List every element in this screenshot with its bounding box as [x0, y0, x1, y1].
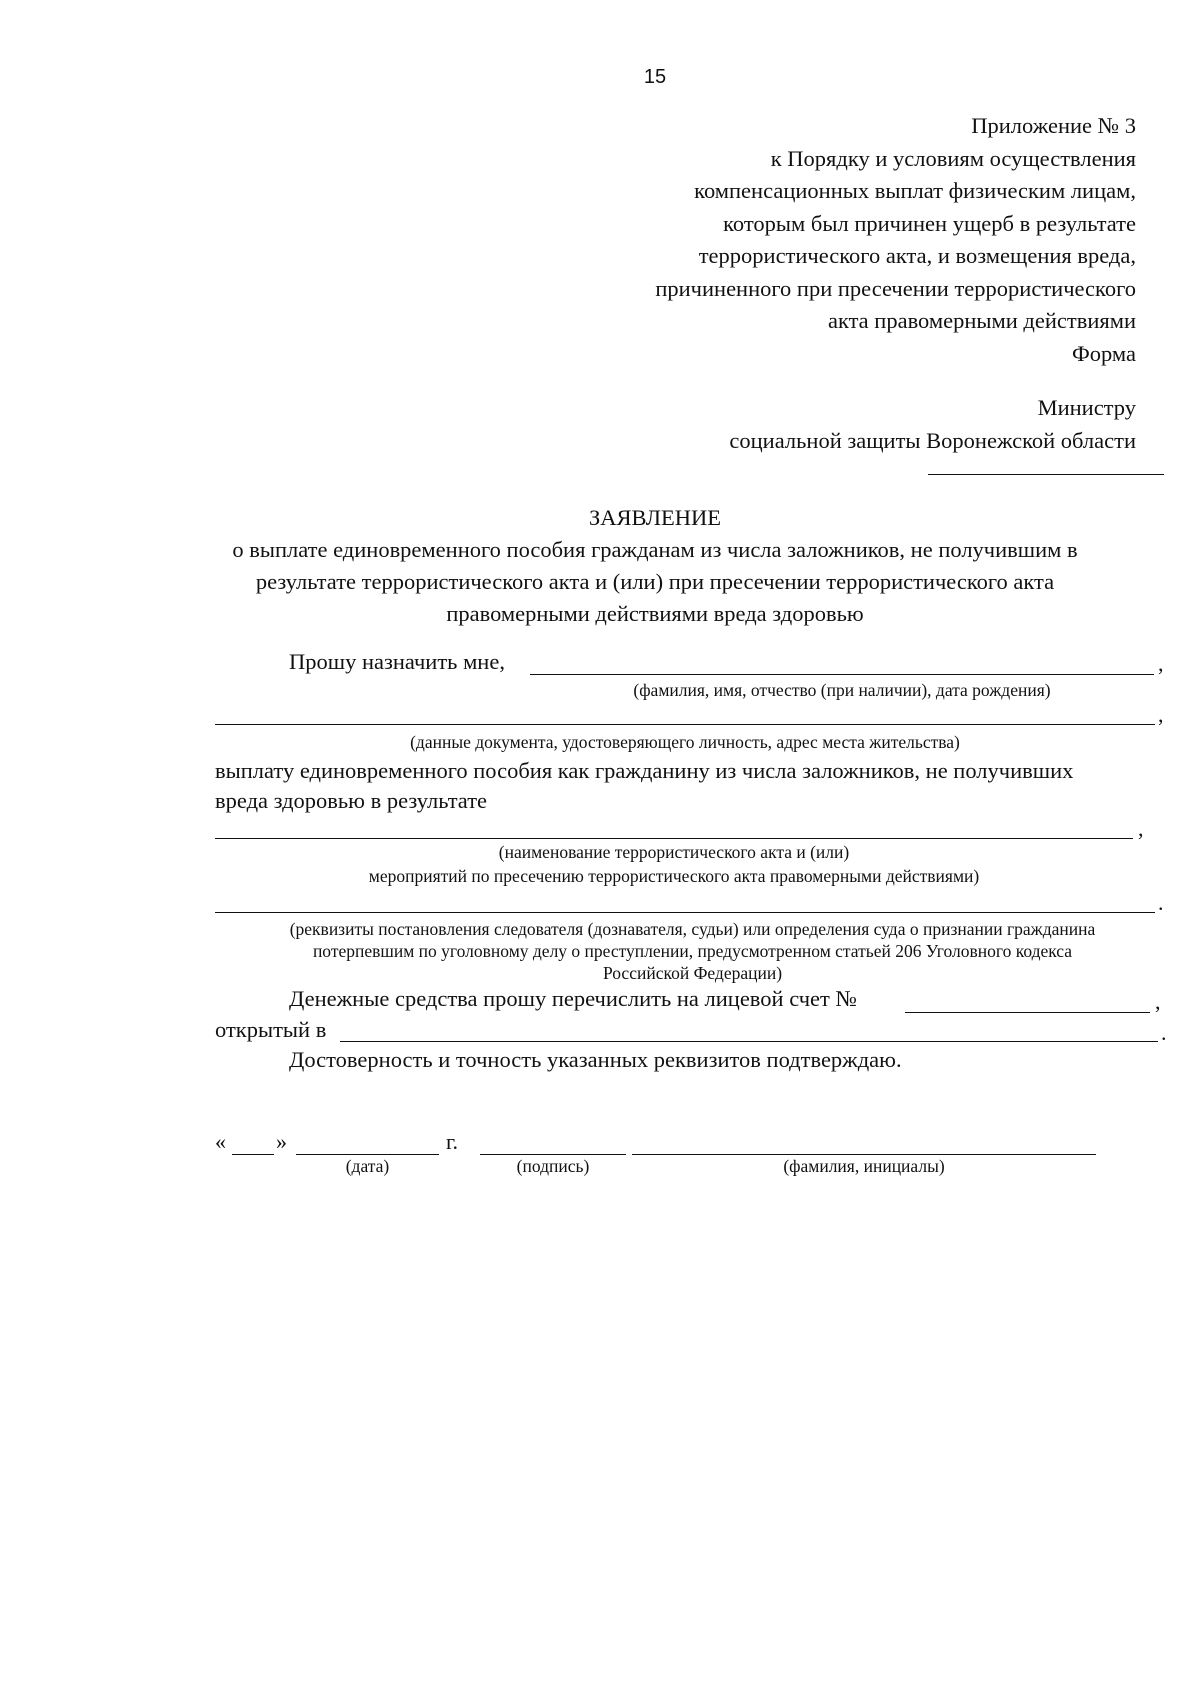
comma: , [1155, 989, 1161, 1014]
quote-close: » [276, 1129, 287, 1154]
quote-open: « [215, 1129, 226, 1154]
bank-field-line[interactable] [340, 1041, 1158, 1042]
appendix-line: Приложение № 3 [971, 113, 1136, 138]
page-number: 15 [643, 66, 667, 88]
comma: , [1138, 816, 1144, 841]
comma: , [1158, 702, 1164, 727]
fio-field-line[interactable] [530, 674, 1154, 675]
subtitle-line: результате террористического акта и (или) при пресечении террористического акта [255, 569, 1055, 594]
subtitle-line: о выплате единовременного пособия гражданам из числа заложников, не получившим в [232, 537, 1078, 562]
caption-date: (дата) [345, 1156, 390, 1176]
decree-field-line[interactable] [215, 912, 1155, 913]
request-prefix: Прошу назначить мне, [289, 649, 505, 674]
period: . [1161, 1020, 1167, 1045]
caption-decree [215, 918, 1170, 984]
appendix-line: которым был причинен ущерб в результате [723, 210, 1136, 236]
confirm-text: Достоверность и точность указанных реквизитов подтверждаю. [289, 1047, 902, 1072]
caption-fio: (фамилия, имя, отчество (при наличии), дата рождения) [633, 680, 1051, 700]
caption-name: (фамилия, инициалы) [783, 1156, 945, 1176]
addressee [729, 392, 1136, 457]
document-field-line[interactable] [215, 724, 1155, 725]
caption-document: (данные документа, удостоверяющего личность, адрес места жительства) [410, 732, 960, 752]
appendix-header [655, 110, 1136, 338]
account-prefix: Денежные средства прошу перечислить на лицевой счет № [289, 986, 857, 1011]
caption-decree-line: потерпевшим по уголовному делу о преступлении, предусмотренном статьей 206 Уголовного кодекса [312, 941, 1073, 961]
period: . [1158, 890, 1164, 915]
caption-signature: (подпись) [516, 1156, 590, 1176]
caption-decree-line: (реквизиты постановления следователя (дознавателя, судьи) или определения суда о признании гражданина [289, 919, 1096, 939]
appendix-line: террористического акта, и возмещения вреда, [698, 243, 1136, 268]
addressee-blank-line[interactable] [928, 474, 1164, 475]
account-field-line[interactable] [905, 1012, 1150, 1013]
caption-act: мероприятий по пресечению террористического акта правомерными действиями) [368, 866, 980, 886]
form-label: Форма [1071, 341, 1136, 366]
payment-line: вреда здоровью в результате [215, 788, 488, 813]
document-title: ЗАЯВЛЕНИЕ [589, 505, 721, 530]
comma: , [1158, 651, 1164, 676]
day-field-line[interactable] [232, 1154, 274, 1155]
appendix-line: компенсационных выплат физическим лицам, [694, 178, 1136, 203]
subtitle-line: правомерными действиями вреда здоровью [446, 601, 864, 626]
opened-prefix: открытый в [215, 1017, 327, 1042]
year-suffix: г. [446, 1129, 459, 1154]
payment-line: выплату единовременного пособия как гражданину из числа заложников, не получивших [215, 758, 1074, 783]
appendix-line: акта правомерными действиями [827, 308, 1136, 333]
caption-decree-line: Российской Федерации) [602, 963, 783, 983]
caption-act: (наименование террористического акта и (или) [498, 842, 850, 862]
appendix-line: причиненного при пресечении террористического [655, 275, 1136, 301]
addressee-line: социальной защиты Воронежской области [729, 427, 1136, 453]
title-subtitle [0, 534, 1200, 630]
addressee-line: Министру [1037, 395, 1136, 420]
appendix-line: к Порядку и условиям осуществления [770, 145, 1136, 171]
act-field-line[interactable] [215, 838, 1133, 839]
